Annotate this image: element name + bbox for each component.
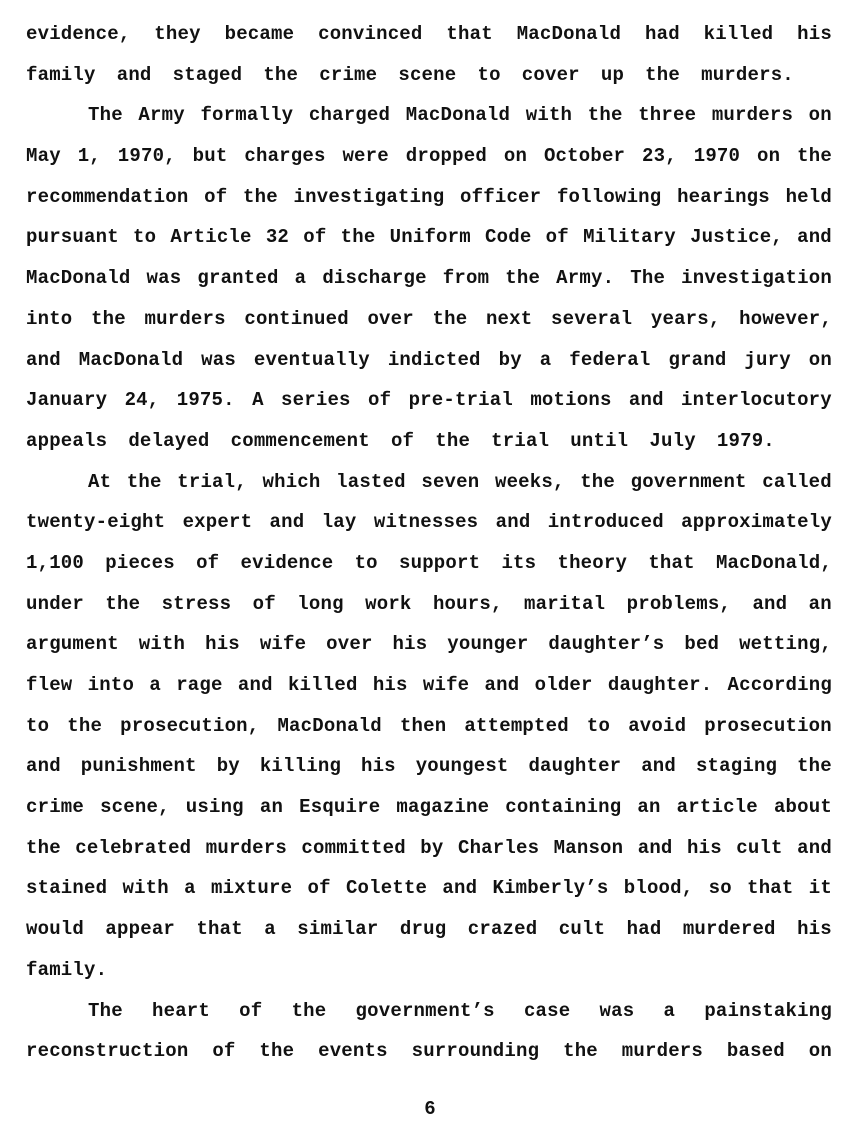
word: and (797, 226, 832, 249)
text-line (26, 462, 832, 503)
word: a (184, 877, 196, 900)
word: blood, (623, 877, 694, 900)
word: long (297, 592, 344, 615)
word: into (87, 674, 135, 696)
word: MacDonald (26, 267, 131, 290)
word: support (399, 551, 481, 574)
word: marital (523, 592, 606, 615)
word: a (264, 918, 276, 941)
word: killed (703, 23, 774, 45)
text-line (26, 665, 832, 706)
word: Article (170, 226, 252, 249)
word: on (808, 348, 832, 371)
word: based (726, 1040, 785, 1063)
word: by (216, 755, 240, 778)
word: drug (399, 918, 447, 941)
word: seven (421, 470, 480, 493)
text-line (26, 1031, 832, 1072)
word: surrounding (411, 1040, 540, 1063)
word: by (420, 836, 444, 859)
word: held (785, 185, 832, 208)
word: twenty-eight (26, 511, 166, 534)
word: Army. (556, 267, 615, 290)
word: about (773, 796, 832, 819)
word: murders (621, 1040, 703, 1063)
word: committed (301, 836, 406, 859)
word: that (747, 877, 794, 900)
word: of (368, 389, 392, 412)
word: the (259, 1040, 295, 1063)
word: under (26, 592, 85, 615)
word: similar (297, 918, 379, 941)
word: pre-trial (408, 389, 513, 412)
word: three (638, 104, 697, 127)
word: then (399, 714, 447, 737)
word: the (505, 267, 541, 290)
text-line (26, 380, 832, 421)
word: avoid (628, 714, 687, 737)
word: using (185, 796, 244, 819)
word: an (808, 592, 832, 615)
word: over (367, 307, 414, 330)
word: daughter. (607, 674, 713, 696)
word: daughter (528, 755, 622, 778)
word: lasted (336, 470, 406, 493)
word: MacDonald (516, 23, 622, 45)
word: murders (144, 307, 226, 330)
word: next (485, 307, 533, 330)
word: punishment (80, 755, 197, 778)
word: MacDonald (78, 348, 184, 371)
word: an (637, 796, 661, 819)
word: approximately (681, 511, 832, 534)
word: 23, (642, 145, 677, 168)
word: evidence, (26, 23, 131, 45)
word: which (262, 470, 321, 493)
word: crime (26, 796, 85, 819)
word: that (648, 551, 695, 574)
word: evidence (240, 551, 334, 574)
word: the (797, 145, 832, 168)
word: mixture (211, 877, 293, 900)
word: magazine (396, 796, 490, 819)
word: The (630, 267, 666, 290)
word: it (808, 877, 832, 900)
word: dropped (405, 145, 487, 168)
text-line (26, 787, 832, 828)
text-line: family. (26, 958, 108, 981)
word: and (237, 674, 273, 696)
word: became (224, 23, 295, 45)
word: to (586, 714, 611, 737)
word: to (26, 714, 50, 737)
word: killed (287, 674, 358, 696)
word: hearings (677, 185, 770, 208)
word: of (307, 877, 331, 900)
word: a (663, 999, 676, 1022)
word: continued (244, 307, 349, 330)
word: charges (244, 145, 326, 168)
word: jury (744, 348, 791, 371)
word: staging (695, 755, 778, 778)
text-line (26, 746, 832, 787)
word: 1,100 (26, 551, 85, 574)
word: and (637, 836, 673, 859)
word: and (641, 755, 677, 778)
word: heart (151, 999, 210, 1022)
word: a (294, 267, 307, 290)
word: older (534, 674, 593, 696)
word: killing (259, 755, 342, 778)
word: scene, (100, 796, 170, 819)
word: rage (176, 674, 223, 696)
word: and (484, 674, 520, 696)
word: Army (138, 104, 185, 127)
word: the (126, 470, 162, 493)
word: government (630, 470, 747, 493)
word: introduced (547, 511, 664, 534)
word: his (797, 23, 832, 45)
word: eventually (253, 348, 370, 371)
word: prosecution, (120, 714, 260, 737)
word: wife (422, 674, 470, 696)
word: the (797, 755, 832, 778)
word: that (196, 918, 243, 941)
text-line (26, 258, 832, 299)
text-line (26, 706, 832, 747)
word: article (676, 796, 758, 819)
word: Manson (553, 836, 624, 859)
word: argument (26, 633, 119, 656)
word: charged (308, 104, 391, 127)
word: however, (739, 307, 832, 330)
word: The (88, 999, 123, 1022)
word: formally (200, 104, 294, 127)
text-line (26, 991, 832, 1032)
word: a (149, 674, 161, 696)
word: would (26, 918, 85, 941)
word: prosecution (704, 714, 832, 737)
word: and (495, 511, 531, 534)
word: problems, (626, 592, 732, 615)
word: the (291, 999, 327, 1022)
word: series (281, 389, 351, 412)
word: its (501, 551, 537, 574)
word: murdered (682, 918, 776, 941)
word: 1970 (693, 145, 741, 168)
word: celebrated (75, 836, 192, 859)
word: containing (505, 796, 622, 819)
text-line (26, 868, 832, 909)
word: his (392, 633, 428, 656)
word: recommendation (26, 185, 189, 208)
word: Code (485, 226, 532, 249)
word: on (503, 145, 528, 168)
word: so (708, 877, 732, 900)
word: that (446, 23, 493, 45)
word: appear (105, 918, 176, 941)
word: the (91, 307, 126, 330)
word: on (757, 145, 781, 168)
word: trial, (177, 470, 247, 493)
word: to (354, 551, 378, 574)
text-line (26, 584, 832, 625)
word: on (808, 1040, 832, 1063)
word: several (551, 307, 633, 330)
word: hours, (432, 592, 503, 615)
word: 1, (77, 145, 101, 168)
word: According (727, 674, 832, 696)
word: from (442, 267, 490, 290)
word: his (686, 836, 722, 859)
word: murders (711, 104, 794, 127)
word: MacDonald (277, 714, 382, 737)
word: his (372, 674, 408, 696)
word: with (138, 633, 186, 656)
word: of (196, 551, 220, 574)
text-line (26, 136, 832, 177)
word: 24, (124, 389, 160, 412)
text-line: family and staged the crime scene to cover up the murders. (26, 63, 794, 86)
word: crazed (467, 918, 538, 941)
word: case (523, 999, 571, 1022)
word: theory (557, 551, 628, 574)
word: The (88, 104, 123, 127)
word: the (105, 592, 141, 615)
word: Uniform (389, 226, 471, 249)
word: events (318, 1040, 388, 1063)
word: Colette (345, 877, 428, 900)
word: years, (650, 307, 721, 330)
word: 32 (265, 226, 290, 249)
word: murders (205, 836, 287, 859)
word: and (797, 836, 832, 859)
word: October (543, 145, 626, 168)
word: by (498, 348, 522, 371)
word: of (239, 999, 263, 1022)
word: the (587, 104, 623, 127)
word: of (545, 226, 569, 249)
word: with (122, 877, 169, 900)
word: Justice, (690, 226, 783, 249)
word: the (432, 307, 468, 330)
word: and (26, 348, 61, 371)
word: indicted (387, 348, 481, 371)
word: Kimberly’s (492, 877, 609, 900)
text-line (26, 340, 832, 381)
word: flew (26, 674, 73, 696)
word: daughter’s (548, 633, 665, 656)
word: into (26, 307, 73, 330)
word: pieces (105, 551, 175, 574)
word: grand (668, 348, 727, 371)
word: cult (558, 918, 606, 941)
text-line (26, 217, 832, 258)
word: Military (583, 226, 676, 249)
word: weeks, (494, 470, 565, 493)
word: MacDonald, (715, 551, 832, 574)
document-page-body (26, 14, 832, 1072)
word: the (580, 470, 616, 493)
word: work (365, 592, 412, 615)
word: of (252, 592, 276, 615)
word: had (644, 23, 680, 45)
text-line (26, 502, 832, 543)
text-line (26, 14, 832, 55)
word: stained (26, 877, 108, 900)
word: investigation (681, 267, 832, 290)
word: At (88, 470, 112, 493)
word: government’s (355, 999, 495, 1022)
text-line (26, 828, 832, 869)
word: expert (182, 511, 253, 534)
word: granted (197, 267, 279, 290)
word: had (626, 918, 662, 941)
word: convinced (318, 23, 423, 45)
word: younger (447, 633, 529, 656)
word: the (26, 836, 61, 859)
word: and (26, 755, 61, 778)
word: cult (736, 836, 783, 859)
text-line (26, 95, 832, 136)
word: of (303, 226, 327, 249)
word: of (212, 1040, 236, 1063)
word: to (133, 226, 157, 249)
word: 1975. (176, 389, 235, 412)
word: 1970, (117, 145, 176, 168)
word: an (259, 796, 284, 819)
word: and (269, 511, 305, 534)
word: painstaking (704, 999, 832, 1022)
word: following (556, 185, 662, 208)
text-line (26, 909, 832, 950)
word: reconstruction (26, 1040, 189, 1063)
word: pursuant (26, 226, 119, 249)
word: motions (530, 389, 612, 412)
word: investigating (293, 185, 445, 208)
word: bed (684, 633, 720, 656)
text-line: appeals delayed commencement of the trial until July 1979. (26, 429, 775, 452)
word: youngest (415, 755, 509, 778)
word: but (192, 145, 228, 168)
word: Esquire (299, 796, 381, 819)
word: the (563, 1040, 598, 1063)
page-number: 6 (424, 1098, 436, 1120)
word: wetting, (739, 633, 832, 656)
word: wife (259, 633, 307, 656)
word: MacDonald (405, 104, 511, 127)
word: stress (161, 592, 232, 615)
word: attempted (464, 714, 569, 737)
text-line (26, 543, 832, 584)
word: on (808, 104, 832, 127)
word: called (762, 470, 832, 493)
word: his (205, 633, 240, 656)
word: federal (569, 348, 651, 371)
word: and (752, 592, 788, 615)
word: lay (321, 511, 357, 534)
word: discharge (322, 267, 427, 290)
word: was (201, 348, 236, 371)
word: the (67, 714, 103, 737)
word: over (326, 633, 373, 656)
word: interlocutory (681, 389, 832, 412)
word: of (204, 185, 228, 208)
word: officer (460, 185, 542, 208)
text-line (26, 299, 832, 340)
word: a (539, 348, 552, 371)
text-line (26, 177, 832, 218)
word: and (628, 389, 664, 412)
word: his (797, 918, 832, 941)
word: they (154, 23, 201, 45)
word: and (442, 877, 478, 900)
word: was (599, 999, 635, 1022)
word: Charles (457, 836, 540, 859)
word: the (340, 226, 376, 249)
word: his (360, 755, 396, 778)
word: January (26, 389, 108, 412)
word: witnesses (373, 511, 479, 534)
word: A (252, 389, 264, 412)
word: with (525, 104, 573, 127)
word: the (243, 185, 278, 208)
word: May (26, 145, 61, 168)
word: was (146, 267, 182, 290)
text-line (26, 624, 832, 665)
word: were (342, 145, 389, 168)
